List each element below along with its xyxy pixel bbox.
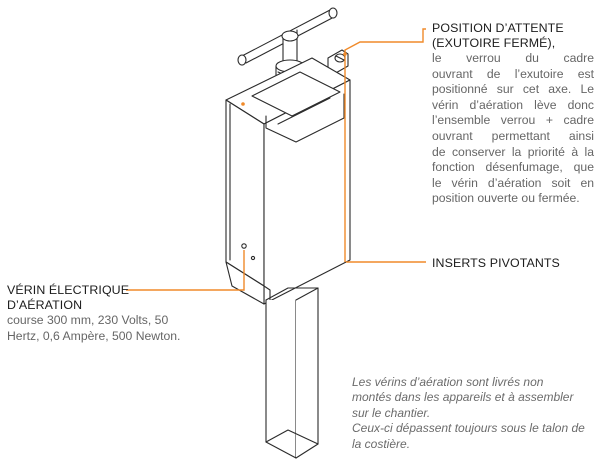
callout-body-line: vérin d’aération lève donc (432, 97, 594, 112)
callout-body-line: fonction désenfumage, que (432, 160, 594, 175)
callout-body-line: l’ensemble verrou + cadre (432, 113, 594, 128)
callout-title: POSITION D’ATTENTE (432, 21, 564, 35)
note-line: montés dans les appareils et à assembler (352, 390, 574, 405)
callout-title: (EXUTOIRE FERMÉ), (432, 36, 556, 50)
callout-body-line: Hertz, 0,6 Ampère, 500 Newton. (7, 328, 181, 343)
callout-position-attente (432, 21, 594, 207)
installation-note (352, 375, 592, 452)
note-line: Ceux-ci dépassent toujours sous le talon de (352, 421, 585, 436)
callout-body-line: ouvrant de l’exutoire est (432, 66, 594, 81)
callout-inserts-pivotants (432, 256, 560, 271)
callout-body-line: course 300 mm, 230 Volts, 50 (7, 313, 169, 327)
note-line: Les vérins d’aération sont livrés non (352, 375, 544, 389)
callout-body-line: positionné sur cet axe. Le (432, 82, 594, 97)
callout-body-line: de conserver la priorité à la (432, 144, 594, 159)
callout-body-line: le vérin d’aération soit en (432, 175, 594, 190)
note-line: sur le chantier. (352, 405, 431, 420)
leader-dot-left (241, 102, 245, 106)
t-handle-icon (238, 8, 337, 66)
actuator-rod-icon (266, 288, 318, 458)
callout-verin-electrique (7, 283, 207, 344)
note-line: la costière. (352, 436, 411, 451)
callout-title: VÉRIN ÉLECTRIQUE (7, 283, 130, 297)
callout-body-line: le verrou du cadre (432, 51, 594, 65)
leader-line-position (345, 29, 426, 262)
callout-title: D’AÉRATION (7, 298, 83, 312)
callout-body-line: position ouverte ou fermée. (432, 191, 580, 206)
callout-body-line: ouvrant permettant ainsi (432, 128, 594, 143)
callout-title: INSERTS PIVOTANTS (432, 256, 560, 270)
leader-dot-top (343, 52, 347, 56)
